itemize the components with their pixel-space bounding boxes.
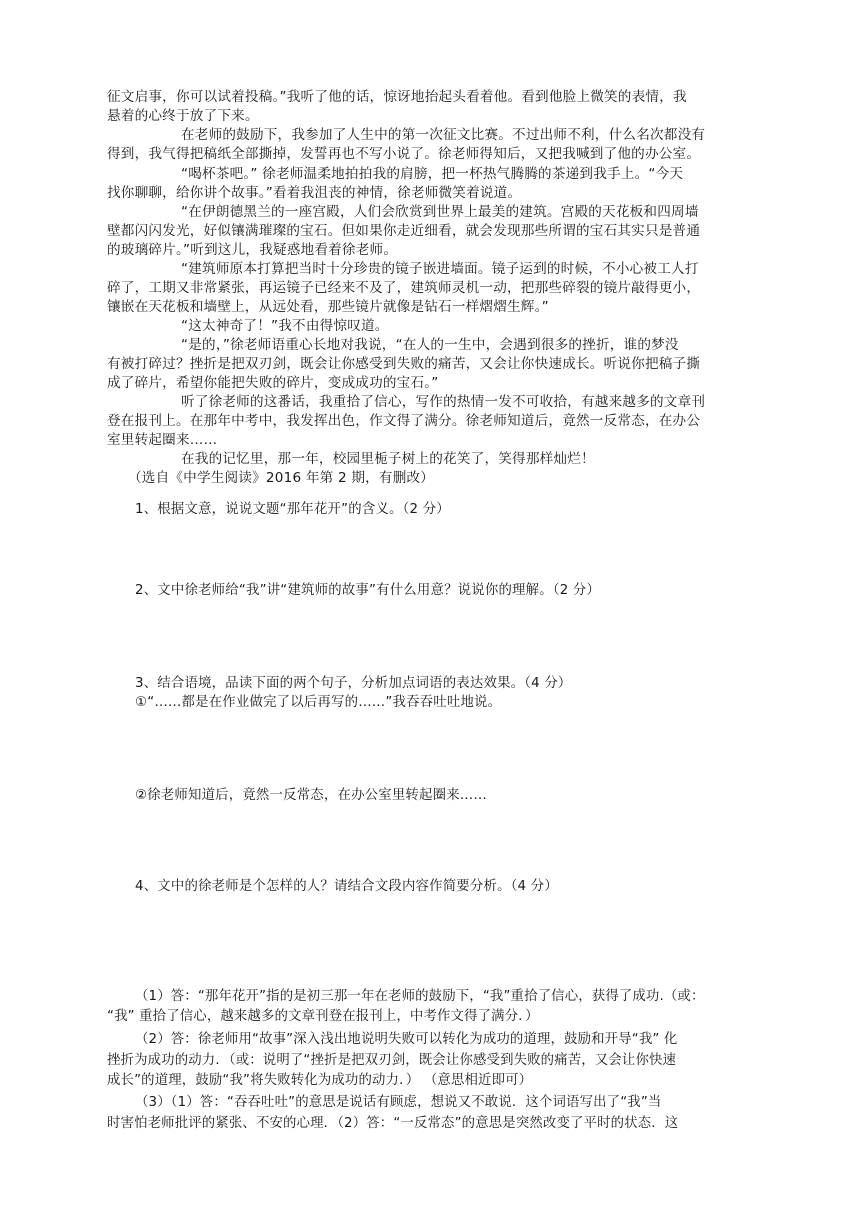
passage-line: 镶嵌在天花板和墙壁上，从远处看，那些镜片就像是钻石一样熠熠生辉。” xyxy=(107,299,549,315)
answer-line: “我” 重拾了信心，越来越多的文章刊登在报刊上，中考作文得了满分．） xyxy=(107,1009,539,1024)
question-2: 2、文中徐老师给“我”讲“建筑师的故事”有什么用意？说说你的理解。（2 分） xyxy=(135,583,601,598)
passage-line: “建筑师原本打算把当时十分珍贵的镜子嵌进墙面。镜子运到的时候，不小心被工人打 xyxy=(181,261,699,277)
passage-line: 听了徐老师的这番话，我重拾了信心，写作的热情一发不可收拾，有越来越多的文章刊 xyxy=(181,394,706,410)
passage-line: “在伊朗德黑兰的一座宫殿，人们会欣赏到世界上最美的建筑。宫殿的天花板和四周墙 xyxy=(181,204,699,220)
passage-line: 登在报刊上。在那年中考中，我发挥出色，作文得了满分。徐老师知道后，竟然一反常态，在办公 xyxy=(107,413,701,429)
question-4: 4、文中的徐老师是个怎样的人？请结合文段内容作简要分析。（4 分） xyxy=(135,879,558,894)
passage-line: 在我的记忆里，那一年，校园里栀子树上的花笑了，笑得那样灿烂！ xyxy=(181,451,595,467)
passage-line: “喝杯茶吧。” 徐老师温柔地拍拍我的肩膀，把一杯热气腾腾的茶递到我手上。“今天 xyxy=(181,166,684,182)
answer-line: （3）（1）答：“吞吞吐吐”的意思是说话有顾虑，想说又不敢说．这个词语写出了“我”当 xyxy=(135,1095,662,1110)
passage-line: 有被打碎过？挫折是把双刃剑，既会让你感受到失败的痛苦，又会让你快速成长。听说你把稿子撕 xyxy=(107,356,701,372)
passage-line: 的玻璃碎片。”听到这儿，我疑惑地看着徐老师。 xyxy=(107,242,398,258)
source-note: （选自《中学生阅读》2016 年第 2 期，有删改） xyxy=(128,470,435,486)
answer-line: 挫折为成功的动力．（或：说明了“挫折是把双刃剑，既会让你感受到失败的痛苦，又会让你快速 xyxy=(107,1053,677,1068)
passage-line: 室里转起圈来…… xyxy=(107,432,218,448)
question-3-sentence-1: ①“……都是在作业做完了以后再写的……”我吞吞吐吐地说。 xyxy=(135,695,502,710)
passage-line: 壁都闪闪发光，好似镶满璀璨的宝石。但如果你走近细看，就会发现那些所谓的宝石其实只是普通 xyxy=(107,223,701,239)
passage-line: “这太神奇了！”我不由得惊叹道。 xyxy=(181,318,389,334)
question-3-sentence-2: ②徐老师知道后，竟然一反常态，在办公室里转起圈来…… xyxy=(135,788,487,803)
passage-line: 成了碎片，希望你能把失败的碎片，变成成功的宝石。” xyxy=(107,375,439,391)
passage-line: 得到，我气得把稿纸全部撕掉，发誓再也不写小说了。徐老师得知后，又把我喊到了他的办公室。 xyxy=(107,146,701,162)
passage-line: 找你聊聊，给你讲个故事。”看着我沮丧的神情，徐老师微笑着说道。 xyxy=(107,185,522,201)
question-3: 3、结合语境，品读下面的两个句子，分析加点词语的表达效果。（4 分） xyxy=(135,676,572,691)
question-1: 1、根据文意，说说文题“那年花开”的含义。（2 分） xyxy=(135,502,450,517)
answer-line: （2）答：徐老师用“故事”深入浅出地说明失败可以转化为成功的道理，鼓励和开导“我” 化 xyxy=(135,1032,678,1047)
passage-line: 征文启事，你可以试着投稿。”我听了他的话，惊讶地抬起头看着他。看到他脸上微笑的表情，我 xyxy=(107,89,687,105)
answer-line: 时害怕老师批评的紧张、不安的心理．（2）答：“一反常态”的意思是突然改变了平时的状态．这 xyxy=(107,1116,679,1131)
passage-line: 在老师的鼓励下，我参加了人生中的第一次征文比赛。不过出师不利，什么名次都没有 xyxy=(181,127,706,143)
passage-line: 悬着的心终于放了下来。 xyxy=(107,108,259,124)
answer-line: （1）答：“那年花开”指的是初三那一年在老师的鼓励下，“我”重拾了信心，获得了成功.（或： xyxy=(135,989,705,1004)
passage-line: “是的，”徐老师语重心长地对我说，“在人的一生中，会遇到很多的挫折，谁的梦没 xyxy=(181,337,679,353)
answer-line: 成长”的道理，鼓励“我”将失败转化为成功的动力．） （意思相近即可） xyxy=(107,1073,533,1088)
passage-line: 碎了，工期又非常紧张，再运镜子已经来不及了，建筑师灵机一动，把那些碎裂的镜片敲得更小， xyxy=(107,280,701,296)
